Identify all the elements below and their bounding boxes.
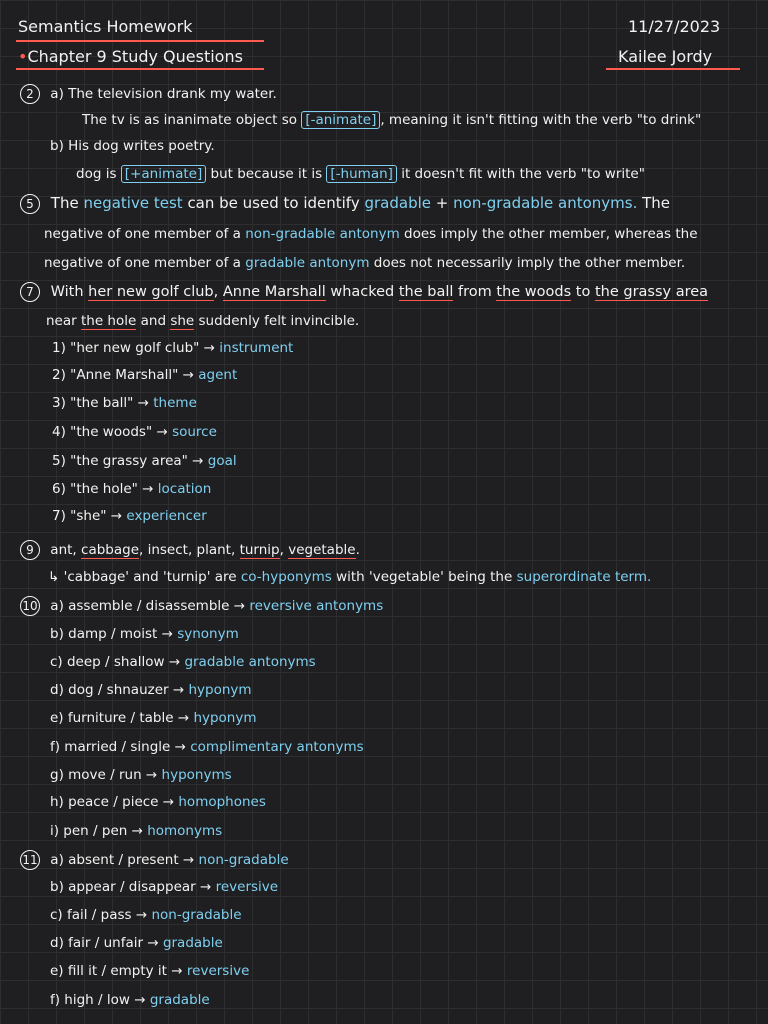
q2-b-feature-box-1: [+animate] bbox=[121, 165, 206, 183]
q2-b-expl-mid: but because it is bbox=[210, 166, 323, 182]
q10-item-label: h) peace / piece → bbox=[50, 794, 175, 810]
q9-l1-f: vegetable bbox=[288, 542, 356, 558]
q10-item-answer: reversive antonyms bbox=[249, 598, 384, 614]
q5-l2-c: does imply the other member, whereas the bbox=[404, 226, 698, 242]
q10-item-answer: synonym bbox=[177, 626, 239, 642]
q9-l1-e: , bbox=[279, 542, 284, 558]
q11-item-answer: non-gradable bbox=[151, 907, 242, 923]
q11-number: 11 bbox=[20, 850, 40, 870]
q7-item bbox=[52, 452, 237, 470]
q9-l1-c: , insect, plant, bbox=[139, 542, 236, 558]
q7-l2-a: near bbox=[46, 313, 77, 329]
q7-l2-c: and bbox=[140, 313, 167, 329]
q10-item-label: g) move / run → bbox=[50, 767, 158, 783]
q11-item-answer: reversive bbox=[215, 879, 279, 895]
page-title: Semantics Homework bbox=[18, 17, 193, 36]
q2-a-text: a) The television drank my water. bbox=[50, 86, 277, 102]
q10-item-label: f) married / single → bbox=[50, 739, 186, 755]
q5-l3-c: does not necessarily imply the other member. bbox=[373, 255, 686, 271]
q10-item-answer: homonyms bbox=[147, 823, 223, 839]
q10-item-answer: hyponym bbox=[193, 710, 257, 726]
q9-line-2 bbox=[48, 568, 651, 586]
q7-item-role: goal bbox=[207, 453, 237, 469]
q5-l1-d: gradable bbox=[364, 194, 431, 212]
q7-line-2 bbox=[46, 312, 359, 330]
author: Kailee Jordy bbox=[618, 47, 713, 66]
q7-item bbox=[52, 339, 293, 357]
q2-a-explanation bbox=[82, 111, 701, 129]
q2-number: 2 bbox=[20, 84, 40, 104]
q11-item bbox=[50, 878, 278, 896]
q7-l1-g: from bbox=[458, 284, 492, 300]
q10-number: 10 bbox=[20, 596, 40, 616]
q11-item-label: e) fill it / empty it → bbox=[50, 963, 183, 979]
q7-l2-b: the hole bbox=[80, 313, 137, 329]
q7-l1-i: to bbox=[575, 284, 591, 300]
title-underline bbox=[16, 40, 264, 42]
q10-item bbox=[20, 596, 383, 616]
q7-line-1 bbox=[20, 282, 708, 302]
q10-item-label: i) pen / pen → bbox=[50, 823, 143, 839]
q7-item-role: location bbox=[157, 481, 212, 497]
q5-l1-c: can be used to identify bbox=[187, 194, 360, 212]
q7-item bbox=[52, 394, 197, 412]
q9-l1-b: cabbage bbox=[81, 542, 139, 558]
q9-l2-a: ↳ 'cabbage' and 'turnip' are bbox=[48, 569, 237, 585]
q10-item bbox=[50, 709, 257, 727]
q7-l1-a: With bbox=[50, 284, 84, 300]
q10-item bbox=[50, 766, 232, 784]
date: 11/27/2023 bbox=[628, 17, 721, 36]
bullet-dot: • bbox=[18, 47, 28, 66]
q7-item-label: 5) "the grassy area" → bbox=[52, 453, 204, 469]
q5-l1-g: The bbox=[642, 194, 671, 212]
q7-item-role: source bbox=[172, 424, 217, 440]
q11-item bbox=[50, 906, 242, 924]
q11-item bbox=[20, 850, 289, 870]
q10-item-label: a) assemble / disassemble → bbox=[50, 598, 246, 614]
q7-l1-f: the ball bbox=[398, 284, 454, 300]
q5-l3-a: negative of one member of a bbox=[44, 255, 241, 271]
q11-item-label: f) high / low → bbox=[50, 992, 146, 1008]
q9-l2-c: with 'vegetable' being the bbox=[336, 569, 513, 585]
q11-item bbox=[50, 991, 210, 1009]
q10-item-label: b) damp / moist → bbox=[50, 626, 173, 642]
q2-b-expl-post: it doesn't fit with the verb "to write" bbox=[401, 166, 645, 182]
q2-line-a bbox=[20, 84, 277, 104]
q7-item-label: 3) "the ball" → bbox=[52, 395, 149, 411]
q9-l2-b: co-hyponyms bbox=[240, 569, 332, 585]
q10-item-answer: homophones bbox=[178, 794, 266, 810]
q7-l1-j: the grassy area bbox=[594, 284, 709, 300]
q7-number: 7 bbox=[20, 282, 40, 302]
q5-l1-e: + bbox=[435, 194, 449, 212]
q2-a-feature-box: [-animate] bbox=[301, 111, 380, 129]
q9-l1-g: . bbox=[355, 542, 360, 558]
q10-item bbox=[50, 793, 266, 811]
q5-l1-f: non-gradable antonyms. bbox=[453, 194, 638, 212]
q7-item bbox=[52, 366, 237, 384]
q11-item bbox=[50, 962, 249, 980]
q9-l1-d: turnip bbox=[239, 542, 280, 558]
q7-l1-b: her new golf club bbox=[88, 284, 214, 300]
subtitle-underline bbox=[16, 68, 264, 70]
q5-l2-b: non-gradable antonym bbox=[245, 226, 400, 242]
q11-item-answer: gradable bbox=[162, 935, 223, 951]
q7-l1-c: , bbox=[213, 284, 219, 300]
q7-item-role: instrument bbox=[219, 340, 294, 356]
q11-item-label: d) fair / unfair → bbox=[50, 935, 159, 951]
q10-item-label: e) furniture / table → bbox=[50, 710, 190, 726]
q7-l1-e: whacked bbox=[330, 284, 395, 300]
q7-item-label: 6) "the hole" → bbox=[52, 481, 154, 497]
q11-item-label: a) absent / present → bbox=[50, 852, 195, 868]
q5-l1-b: negative test bbox=[83, 194, 183, 212]
q11-item bbox=[50, 934, 223, 952]
q10-item-answer: complimentary antonyms bbox=[190, 739, 364, 755]
q10-item bbox=[50, 653, 316, 671]
q9-l2-d: superordinate term. bbox=[516, 569, 652, 585]
q7-item-role: theme bbox=[153, 395, 197, 411]
q10-item bbox=[50, 822, 222, 840]
q9-l1-a: ant, bbox=[50, 542, 77, 558]
q9-line-1 bbox=[20, 540, 360, 560]
q2-a-expl-post: , meaning it isn't fitting with the verb "to drink" bbox=[380, 112, 702, 128]
q10-item-label: d) dog / shnauzer → bbox=[50, 682, 185, 698]
author-underline bbox=[606, 68, 740, 70]
q2-b-expl-pre: dog is bbox=[76, 166, 117, 182]
q5-line-1 bbox=[20, 194, 670, 214]
q5-l1-a: The bbox=[50, 194, 79, 212]
q5-line-2 bbox=[44, 225, 698, 243]
q10-item bbox=[50, 681, 252, 699]
q5-line-3 bbox=[44, 254, 685, 272]
q7-l2-d: she bbox=[170, 313, 195, 329]
q7-item bbox=[52, 507, 207, 525]
q11-item-answer: gradable bbox=[149, 992, 210, 1008]
q10-item bbox=[50, 738, 364, 756]
q5-l3-b: gradable antonym bbox=[245, 255, 370, 271]
subtitle-text: Chapter 9 Study Questions bbox=[27, 47, 243, 66]
q7-item-label: 4) "the woods" → bbox=[52, 424, 168, 440]
q11-item-label: c) fail / pass → bbox=[50, 907, 148, 923]
q5-l2-a: negative of one member of a bbox=[44, 226, 241, 242]
q2-a-expl-pre: The tv is as inanimate object so bbox=[82, 112, 298, 128]
q2-line-b: b) His dog writes poetry. bbox=[50, 138, 215, 154]
q10-item-answer: gradable antonyms bbox=[184, 654, 316, 670]
q2-b-feature-box-2: [-human] bbox=[326, 165, 397, 183]
q7-item-label: 2) "Anne Marshall" → bbox=[52, 367, 194, 383]
q10-item-answer: hyponyms bbox=[161, 767, 232, 783]
q7-item-role: agent bbox=[198, 367, 238, 383]
q7-item-label: 7) "she" → bbox=[52, 508, 123, 524]
q2-b-explanation bbox=[76, 165, 645, 183]
q7-item-role: experiencer bbox=[126, 508, 207, 524]
q7-item-label: 1) "her new golf club" → bbox=[52, 340, 215, 356]
q7-item bbox=[52, 423, 217, 441]
q11-item-answer: reversive bbox=[186, 963, 250, 979]
q7-l2-e: suddenly felt invincible. bbox=[198, 313, 360, 329]
q5-number: 5 bbox=[20, 194, 40, 214]
q11-item-answer: non-gradable bbox=[198, 852, 289, 868]
q11-item-label: b) appear / disappear → bbox=[50, 879, 212, 895]
q10-item-answer: hyponym bbox=[188, 682, 252, 698]
q7-l1-d: Anne Marshall bbox=[222, 284, 326, 300]
subtitle bbox=[18, 48, 243, 66]
q10-item-label: c) deep / shallow → bbox=[50, 654, 181, 670]
q7-l1-h: the woods bbox=[496, 284, 572, 300]
q10-item bbox=[50, 625, 239, 643]
q9-number: 9 bbox=[20, 540, 40, 560]
q7-item bbox=[52, 480, 211, 498]
